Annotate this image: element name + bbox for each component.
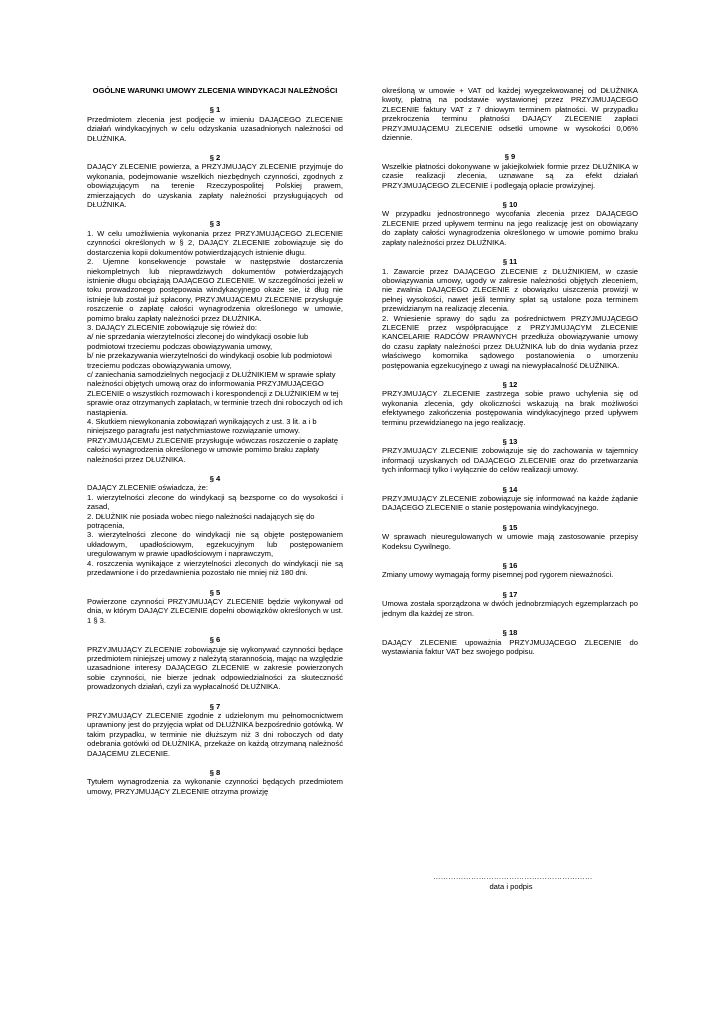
section-11-point-1: 1. Zawarcie przez DAJĄCEGO ZLECENIE z DŁUŻNIKIEM, w czasie obowiązywania umowy, ugody w zakresie należności objętych zleceniem, nie zwalnia DAJĄCEGO ZLECENIE z obowiązku uiszczenia prowizji w pełnej wysokości, nawet jeśli terminy spłat są ustalone poza terminem przewidzianym na realizację zlecenia. <box>382 266 638 314</box>
section-2-heading: § 2 <box>209 153 221 163</box>
section-15-text: W sprawach nieuregulowanych w umowie mają zastosowanie przepisy Kodeksu Cywilnego. <box>382 532 638 551</box>
section-13-text: PRZYJMUJĄCY ZLECENIE zobowiązuje się do zachowania w tajemnicy informacji uzyskanych od DAJĄCEGO ZLECENIE oraz do przetwarzania tych informacji tylko i wyłącznie do celów realizacji umowy. <box>382 446 638 475</box>
section-1-text: Przedmiotem zlecenia jest podjęcie w imieniu DAJĄCEGO ZLECENIE działań windykacyjnych w celu odzyskania uzasadnionych należności od DŁUŻNIKA. <box>87 114 343 143</box>
section-18-heading: § 18 <box>502 628 518 638</box>
section-3-point-2: 2. Ujemne konsekwencje powstałe w następstwie dostarczenia niekompletnych lub nieprawdziwych dokumentów potwierdzających istnienie długu obciążają DAJĄCEGO ZLECENIE. W szczególności jeżeli w toku prowadzonego postępowaia windykacyjnego okaże sie, iż dług nie istnieje lub został już spłacony, PRZYJMUJĄCEMU ZLECENIE przysługuje roszczenie o zapłatę całości wynagrodzenia określonego w umowie, pomimo braku zapłaty należności przez DŁUŻNIKA. <box>87 257 343 323</box>
section-12-text: PRZYJMUJĄCY ZLECENIE zastrzega sobie prawo uchylenia się od wykonania zlecenia, gdy okoliczności wskazują na brak możliwości efektywnego zakończenia postępowania windykacyjnego przed upływem terminu przewidzianego na jego realizację. <box>382 389 638 427</box>
section-11-point-2: 2. Wniesienie sprawy do sądu za pośrednictwem PRZYJMUJĄCEGO ZLECENIE przez współpracujące z PRZYJMUJĄCYM ZLECENIE KANCELARIE RADCÓW PRAWNYCH przedłuża obowiązywanie umowy do czasu zapłaty należności przez DŁUŻNIKA lub do dnia wydania przez właściwego komornika sądowego postanowienia o umorzeniu postępowania egzekucyjnego z uwagi na niewypłacalność DŁUŻNIKA. <box>382 313 638 370</box>
section-4-intro: DAJĄCY ZLECENIE oświadcza, że: <box>87 483 208 493</box>
section-4-point-1: 1. wierzytelności zlecone do windykacji są bezsporne co do wysokości i zasad, <box>87 492 343 512</box>
section-16-text: Zmiany umowy wymagają formy pisemnej pod rygorem nieważności. <box>382 570 614 580</box>
section-10-text: W przypadku jednostronnego wycofania zlecenia przez DAJĄCEGO ZLECENIE przed upływem terminu na jego realizację jest on obowiązany do zapłaty całości wynagrodzenia określonego w umowie pomimo braku zapłaty należności przez DŁUŻNIKA. <box>382 209 638 247</box>
right-column <box>382 86 638 656</box>
section-10-heading: § 10 <box>502 200 518 210</box>
section-9-text: Wszelkie płatności dokonywane w jakiejkolwiek formie przez DŁUŻNIKA w czasie realizacji zlecenia, uznawane są za efekt działań PRZYJMUJĄCEGO ZLECENIE i podlegają opłacie prowizyjnej. <box>382 161 638 190</box>
section-2-text: DAJĄCY ZLECENIE powierza, a PRZYJMUJĄCY ZLECENIE przyjmuje do wykonania, podejmowanie wszelkich niezbędnych czynności, zgodnych z obowiązującym na terenie Rzeczypospolitej Polskiej prawem, zmierzających do uzyskania zapłaty należności przysługujących od DŁUŻNIKA. <box>87 162 343 210</box>
section-12-heading: § 12 <box>502 379 518 389</box>
section-17-heading: § 17 <box>502 589 518 599</box>
section-1-heading: § 1 <box>209 105 221 115</box>
section-8-text-continued: określoną w umowie + VAT od każdej wyegzekwowanej od DŁUŻNIKA kwoty, płatną na podstawie wystawionej przez PRZYJMUJĄCEGO ZLECENIE faktury VAT z 7 dniowym terminem płatności. W przypadku przekroczenia terminu płatności DAJĄCY ZLECENIE zapłaci PRZYJMUJĄCEMU ZLECENIE odsetki umowne w wysokości 0,06% dziennie. <box>382 86 638 143</box>
section-4-point-4: 4. roszczenia wynikające z wierzytelności zleconych do windykacji nie są przedawnione i do przedawnienia pozostało nie mniej niż 180 dni. <box>87 558 343 578</box>
section-3-point-3a: a/ nie sprzedania wierzytelności zleconej do windykacji osobie lub podmiotowi trzeciemu podczas obowiązywania umowy, <box>87 332 309 351</box>
section-6-text: PRZYJMUJĄCY ZLECENIE zobowiązuje się wykonywać czynności będące przedmiotem niniejszej umowy z należytą starannością, mając na względzie uzasadnione interesy DAJĄCEGO ZLECENIE w zakresie powierzonych sobie czynności, nie bierze jednak odpowiedzialności za skuteczność prowadzonych działań, czyli za wypłacalność DŁUŻNIKA. <box>87 644 343 692</box>
signature-label: data i podpis <box>489 882 533 891</box>
section-8-text: Tytułem wynagrodzenia za wykonanie czynności będących przedmiotem umowy, PRZYJMUJĄCY ZLECENIE otrzyma prowizję <box>87 777 343 796</box>
section-8-heading: § 8 <box>209 768 221 777</box>
left-column <box>87 86 343 796</box>
section-4-heading: § 4 <box>209 474 221 484</box>
section-7-text: PRZYJMUJĄCY ZLECENIE zgodnie z udzielonym mu pełnomocnictwem uprawniony jest do przyjęcia wpłat od DŁUŻNIKA bezpośrednio gotówką. W takim przypadku, w terminie nie dłuższym niż 3 dni roboczych od daty odebrania gotówki od DŁUŻNIKA, przekaże on każdą otrzymaną należność DAJĄCEMU ZLECENIE. <box>87 710 343 758</box>
signature-block <box>433 872 593 892</box>
section-18-text: DAJĄCY ZLECENIE upoważnia PRZYJMUJĄCEGO ZLECENIE do wystawiania faktur VAT bez swojego podpisu. <box>382 637 638 656</box>
section-5-text: Powierzone czynności PRZYJMUJĄCY ZLECENIE będzie wykonywał od dnia, w którym DAJĄCY ZLECENIE dopełni obowiązków określonych w ust. 1 § 3. <box>87 596 343 625</box>
document-title: OGÓLNE WARUNKI UMOWY ZLECENIA WINDYKACJI NALEŻNOŚCI <box>92 86 338 95</box>
section-3-heading: § 3 <box>209 219 221 229</box>
section-17-text: Umowa została sporządzona w dwóch jednobrzmiących egzemplarzach po jednym dla każdej ze stron. <box>382 599 638 618</box>
section-4-point-3: 3. wierzytelności zlecone do windykacji nie są objęte postępowaniem układowym, upadłościowym, egzekucyjnym lub postępowaniem uregulowanym w prawie upadłościowym i naprawczym, <box>87 530 343 559</box>
section-3-point-3: 3. DAJĄCY ZLECENIE zobowiązuje się rówież do: <box>87 322 257 332</box>
section-3-point-3c: c/ zaniechania samodzielnych negocjacji z DŁUŻNIKIEM w sprawie spłaty należności objętych umową oraz do informowania PRZYJMUJĄCEGO ZLECENIE o wszystkich rozmowach i korespondencji z DŁUŻNIKIEM w tej sprawie oraz otrzymanych zapłatach, w terminie trzech dni roboczych od ich nastąpienia. <box>87 369 343 417</box>
section-6-heading: § 6 <box>209 635 221 645</box>
section-14-text: PRZYJMUJĄCY ZLECENIE zobowiązuje się informować na każde żądanie DAJĄCEGO ZLECENIE o stanie postępowania windykacyjnego. <box>382 494 638 513</box>
signature-line: ……………………………………………………… <box>433 872 593 881</box>
section-4-point-2: 2. DŁUŻNIK nie posiada wobec niego należności nadających się do potrącenia, <box>87 511 315 531</box>
section-7-heading: § 7 <box>209 701 221 711</box>
section-16-heading: § 16 <box>502 561 518 571</box>
section-15-heading: § 15 <box>502 522 518 532</box>
section-11-heading: § 11 <box>502 257 518 267</box>
section-9-heading: § 9 <box>504 152 516 162</box>
section-13-heading: § 13 <box>502 437 518 446</box>
section-14-heading: § 14 <box>502 484 518 494</box>
section-3-point-4: 4. Skutkiem niewykonania zobowiązań wynikających z ust. 3 lit. a i b niniejszego paragrafu jest natychmiastowe rozwiązanie umowy. PRZYJMUJĄCEMU ZLECENIE przysługuje wówczas roszczenie o zapłatę całości wynagrodzenia określonego w umowie pomimo braku zapłaty należności przez DŁUŻNIKA. <box>87 417 339 464</box>
section-5-heading: § 5 <box>209 587 221 597</box>
section-3-point-3b: b/ nie przekazywania wierzytelności do windykacji osobie lub podmiotowi trzeciemu podczas obowiązywania umowy, <box>87 351 332 370</box>
section-3-point-1: 1. W celu umożliwienia wykonania przez PRZYJMUJĄCEGO ZLECENIE czynności określonych w § 2, DAJĄCY ZLECENIE zobowiązuje się do dostarczenia kopii dokumentów potwierdzających istnienie długu. <box>87 228 343 257</box>
